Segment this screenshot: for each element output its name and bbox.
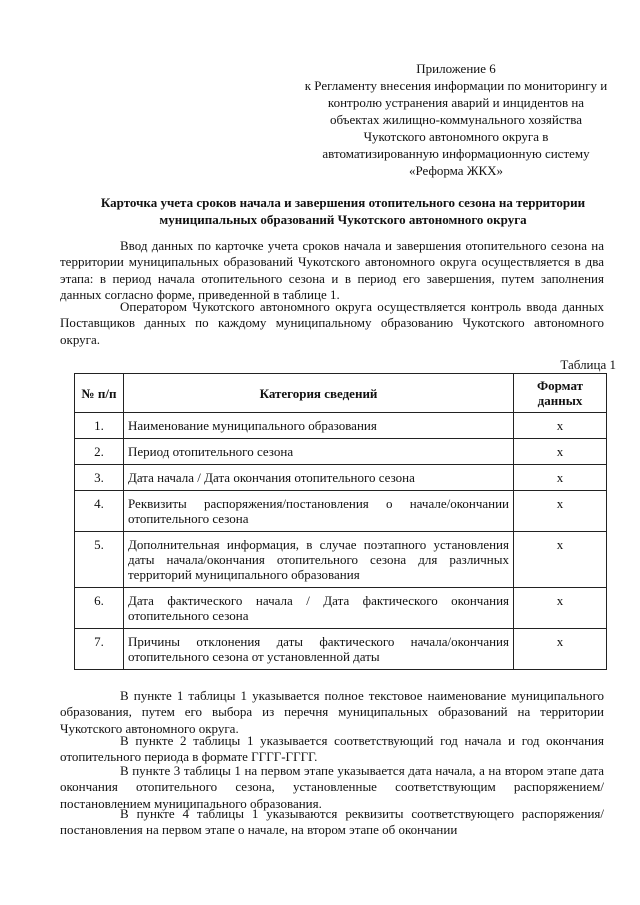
table-row xyxy=(75,413,607,439)
header-num: № п/п xyxy=(75,374,124,413)
row-format: х xyxy=(514,532,607,588)
row-number: 3. xyxy=(75,465,124,491)
appendix-line: контролю устранения аварий и инцидентов на xyxy=(327,95,585,110)
row-number: 7. xyxy=(75,629,124,670)
body-paragraph-2: В пункте 2 таблицы 1 указывается соответствующий год начала и год окончания отопительного периода в формате ГГГГ-ГГГГ. xyxy=(60,733,604,765)
body-paragraph-1: В пункте 1 таблицы 1 указывается полное текстовое наименование муниципального образования, путем его выбора из перечня муниципальных образований на территории Чукотского автономного округа. xyxy=(60,688,604,736)
table-row xyxy=(75,465,607,491)
title-line-2: муниципальных образований Чукотского автономного округа xyxy=(159,212,527,227)
row-number: 2. xyxy=(75,439,124,465)
title-line-1: Карточка учета сроков начала и завершения отопительного сезона на территории xyxy=(100,195,586,210)
appendix-line: Чукотского автономного округа в xyxy=(363,129,549,144)
row-format: х xyxy=(514,588,607,629)
header-category: Категория сведений xyxy=(124,374,514,413)
row-category: Реквизиты распоряжения/постановления о начале/окончании отопительного сезона xyxy=(124,491,514,532)
row-category: Причины отклонения даты фактического начала/окончания отопительного сезона от установленной даты xyxy=(124,629,514,670)
body-paragraph-4: В пункте 4 таблицы 1 указываются реквизиты соответствующего распоряжения/постановления на первом этапе о начале, на втором этапе об окончании xyxy=(60,806,604,838)
row-category: Дата фактического начала / Дата фактического окончания отопительного сезона xyxy=(124,588,514,629)
table-row xyxy=(75,491,607,532)
appendix-line: автоматизированную информационную систему xyxy=(322,146,590,161)
body-paragraph-3: В пункте 3 таблицы 1 на первом этапе указывается дата начала, а на втором этапе дата окончания отопительного сезона, установленные соответствующим распоряжением/постановлением муниципального образования. xyxy=(60,763,604,811)
document-title xyxy=(60,194,626,228)
row-number: 5. xyxy=(75,532,124,588)
table-row xyxy=(75,439,607,465)
intro-paragraph-2: Оператором Чукотского автономного округа осуществляется контроль ввода данных Поставщиков данных по каждому муниципальному образованию Чукотского автономного округа. xyxy=(60,299,604,347)
table-row xyxy=(75,588,607,629)
appendix-line: объектах жилищно-коммунального хозяйства xyxy=(329,112,583,127)
row-format: х xyxy=(514,413,607,439)
intro-paragraph-1: Ввод данных по карточке учета сроков начала и завершения отопительного сезона на территории муниципальных образований Чукотского автономного округа осуществляется в два этапа: в период начала отопительного сезона и в период его завершения, путем заполнения данных согласно форме, приведенной в таблице 1. xyxy=(60,238,604,303)
row-number: 1. xyxy=(75,413,124,439)
row-number: 6. xyxy=(75,588,124,629)
row-format: х xyxy=(514,491,607,532)
appendix-line: к Регламенту внесения информации по мониторингу и xyxy=(304,78,608,93)
row-category: Период отопительного сезона xyxy=(124,439,514,465)
row-number: 4. xyxy=(75,491,124,532)
row-format: х xyxy=(514,629,607,670)
table-caption: Таблица 1 xyxy=(560,357,616,372)
table-row xyxy=(75,629,607,670)
row-category: Наименование муниципального образования xyxy=(124,413,514,439)
appendix-line: Приложение 6 xyxy=(416,61,496,76)
appendix-line: «Реформа ЖКХ» xyxy=(408,163,504,178)
data-table xyxy=(74,373,607,670)
appendix-header xyxy=(296,60,616,179)
header-format: Формат данных xyxy=(514,374,607,413)
row-format: х xyxy=(514,439,607,465)
table-row xyxy=(75,532,607,588)
row-format: х xyxy=(514,465,607,491)
table-header-row xyxy=(75,374,607,413)
row-category: Дата начала / Дата окончания отопительного сезона xyxy=(124,465,514,491)
row-category: Дополнительная информация, в случае поэтапного установления даты начала/окончания отопительного сезона для различных территорий муниципального образования xyxy=(124,532,514,588)
